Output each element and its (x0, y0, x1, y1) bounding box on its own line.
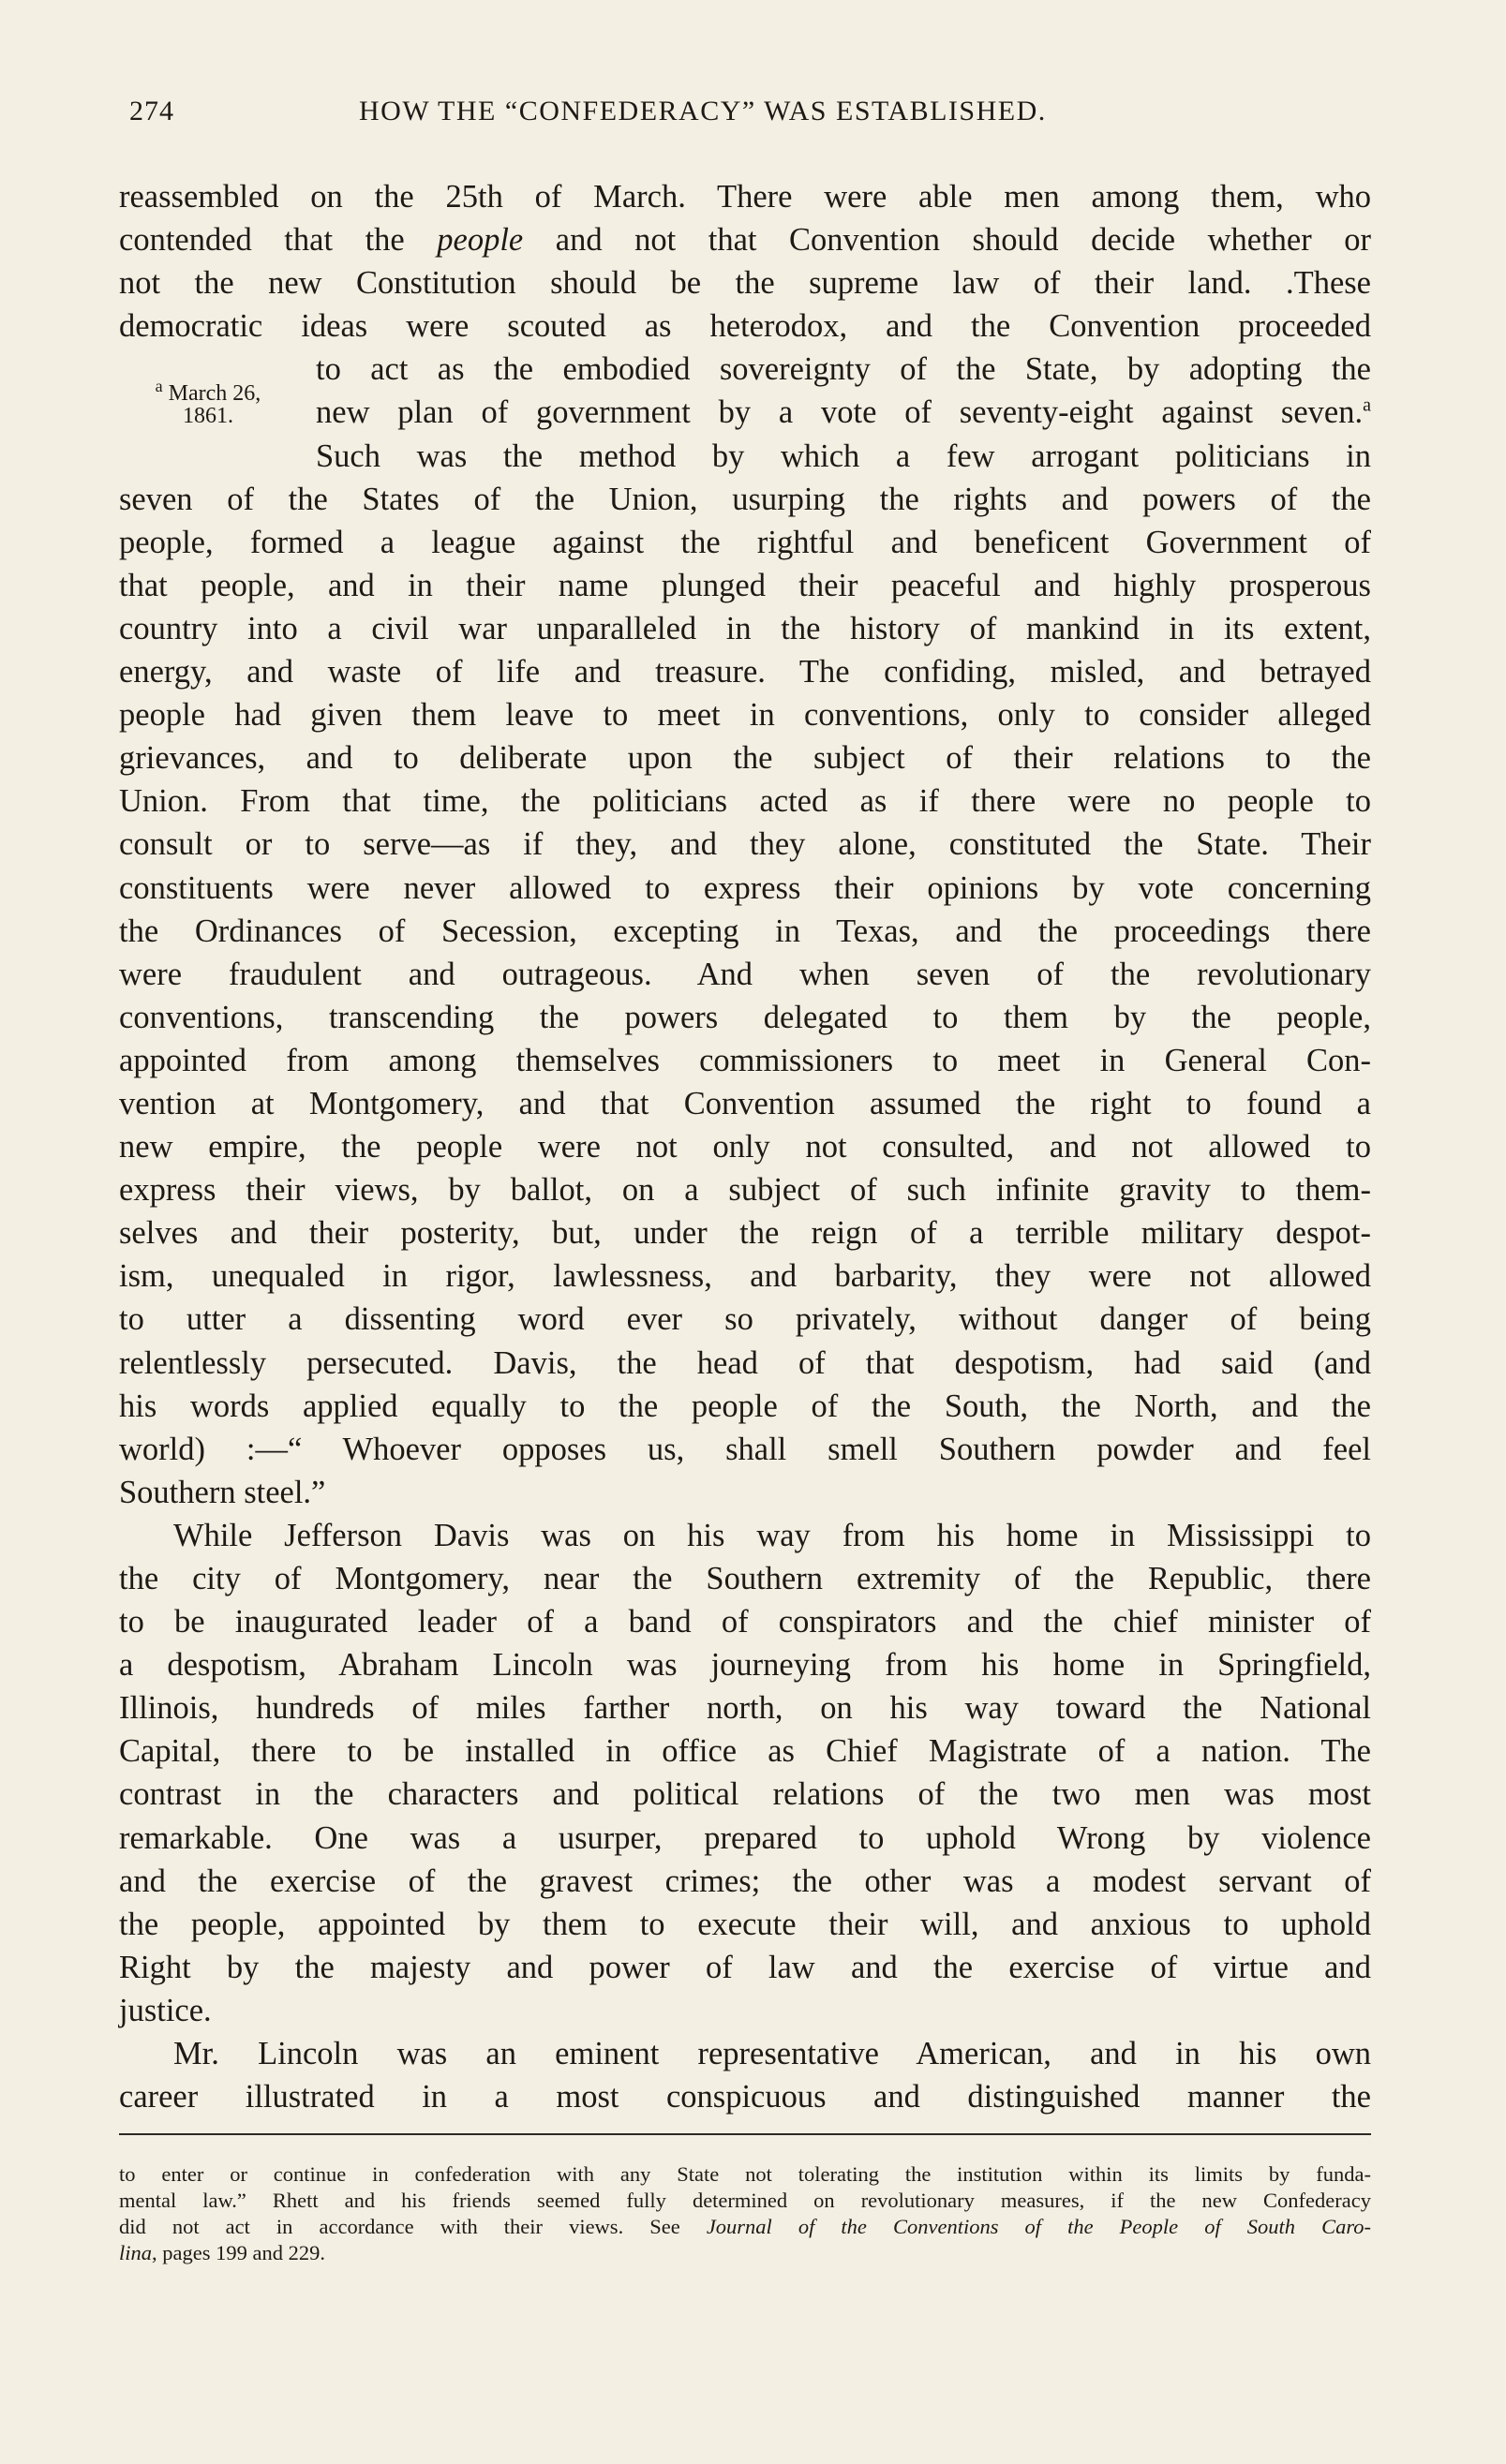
footnote-ref: a (1363, 394, 1371, 416)
body-line: the people, appointed by them to execute their will, and anxious to uphold (119, 1906, 1371, 1942)
body-line: Union. From that time, the politicians acted as if there were no people to (119, 783, 1371, 820)
footnote (119, 2161, 1371, 2266)
body-line: vention at Montgomery, and that Convention assumed the right to found a (119, 1085, 1371, 1121)
body-line: and the exercise of the gravest crimes; the other was a modest servant of (119, 1863, 1371, 1899)
body-line: contended that the people and not that Convention should decide whether or (119, 222, 1372, 259)
body-line: selves and their posterity, but, under the reign of a terrible military despot- (119, 1215, 1371, 1252)
footnote-line: did not act in accordance with their views. See Journal of the Conventions of the People of South Caro- (119, 2215, 1371, 2238)
body-line: new plan of government by a vote of seventy-eight against seven.$^a$ (316, 394, 1371, 431)
body-line: ism, unequaled in rigor, lawlessness, and barbarity, they were not allowed (119, 1258, 1371, 1295)
body-line: new empire, the people were not only not consulted, and not allowed to (119, 1129, 1371, 1165)
body-line: democratic ideas were scouted as heterodox, and the Convention proceeded (119, 308, 1371, 345)
body-line: relentlessly persecuted. Davis, the head of that despotism, had said (and (119, 1344, 1371, 1381)
footnote-line: mental law.” Rhett and his friends seemed fully determined on revolutionary measures, if the new Confederacy (119, 2189, 1371, 2212)
body-line: energy, and waste of life and treasure. The confiding, misled, and betrayed (119, 654, 1371, 690)
body-line: While Jefferson Davis was on his way from his home in Mississippi to (173, 1517, 1371, 1553)
running-head (129, 96, 1366, 133)
body-line: career illustrated in a most conspicuous and distinguished manner the (119, 2079, 1371, 2115)
body-line: his words applied equally to the people of the South, the North, and the (119, 1388, 1371, 1424)
footnote-line: to enter or continue in confederation with any State not tolerating the institution within its limits by funda- (119, 2162, 1371, 2186)
body-line: Such was the method by which a few arrogant politicians in (316, 438, 1371, 474)
emphasis-people: people (437, 222, 524, 259)
body-line: to be inaugurated leader of a band of conspirators and the chief minister of (119, 1604, 1371, 1640)
body-line: conventions, transcending the powers delegated to them by the people, (119, 999, 1371, 1035)
margin-note-line-1: $^a$ March 26, (155, 377, 261, 406)
body-line: Right by the majesty and power of law and the exercise of virtue and (119, 1949, 1371, 1985)
body-line: Mr. Lincoln was an eminent representative American, and in his own (173, 2036, 1371, 2072)
margin-note-mark: a (155, 377, 163, 395)
body-text (119, 175, 1371, 2118)
body-line: country into a civil war unparalleled in the history of mankind in its extent, (119, 610, 1371, 646)
body-line: people had given them leave to meet in conventions, only to consider alleged (119, 697, 1371, 734)
body-line: a despotism, Abraham Lincoln was journeying from his home in Springfield, (119, 1647, 1371, 1684)
body-line: Illinois, hundreds of miles farther north, on his way toward the National (119, 1690, 1371, 1727)
running-title: HOW THE “CONFEDERACY” WAS ESTABLISHED. (359, 96, 1047, 126)
body-line: the Ordinances of Secession, excepting in Texas, and the proceedings there (119, 913, 1371, 949)
body-line: grievances, and to deliberate upon the subject of their relations to the (119, 740, 1371, 777)
body-line: contrast in the characters and political relations of the two men was most (119, 1776, 1371, 1813)
body-line: Capital, there to be installed in office as Chief Magistrate of a nation. The (119, 1733, 1371, 1770)
body-line: remarkable. One was a usurper, prepared to uphold Wrong by violence (119, 1819, 1371, 1856)
body-line: constituents were never allowed to express their opinions by vote concerning (119, 869, 1371, 906)
body-line: were fraudulent and outrageous. And when seven of the revolutionary (119, 956, 1371, 992)
body-line: Southern steel.” (119, 1474, 326, 1510)
body-line: world) :—“ Whoever opposes us, shall smell Southern powder and feel (119, 1431, 1371, 1467)
body-line: appointed from among themselves commissioners to meet in General Con- (119, 1042, 1371, 1078)
body-line: seven of the States of the Union, usurping the rights and powers of the (119, 481, 1371, 517)
body-line: express their views, by ballot, on a subject of such infinite gravity to them- (119, 1172, 1371, 1209)
page-number: 274 (129, 96, 174, 126)
body-line: people, formed a league against the rightful and beneficent Government of (119, 524, 1371, 560)
body-line: consult or to serve—as if they, and they alone, constituted the State. Their (119, 826, 1371, 863)
body-line: the city of Montgomery, near the Southern extremity of the Republic, there (119, 1561, 1371, 1596)
body-line: to utter a dissenting word ever so privately, without danger of being (119, 1301, 1371, 1338)
footnote-rule (119, 2133, 1371, 2135)
margin-note-line-2: 1861. (183, 404, 233, 428)
body-line: not the new Constitution should be the supreme law of their land. .These (119, 265, 1371, 302)
footnote-line: lina, pages 199 and 229. (119, 2241, 325, 2264)
body-line: that people, and in their name plunged their peaceful and highly prosperous (119, 567, 1371, 603)
footnote-citation: Journal of the Conventions of the People of South Caro- (706, 2215, 1371, 2238)
body-line: reassembled on the 25th of March. There were able men among them, who (119, 179, 1371, 215)
body-line: justice. (119, 1992, 212, 2028)
body-line: to act as the embodied sovereignty of the State, by adopting the (316, 351, 1371, 388)
